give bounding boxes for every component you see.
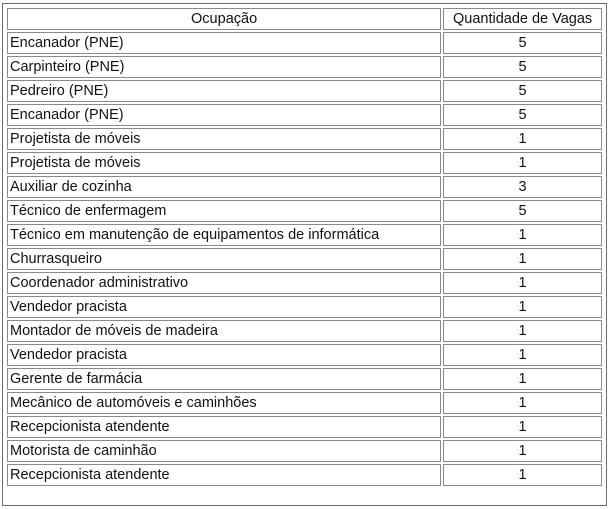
vacancies-count-cell: 5 <box>443 104 602 126</box>
vacancies-count-cell: 1 <box>443 248 602 270</box>
vacancies-count-cell: 1 <box>443 320 602 342</box>
vacancies-count-cell: 1 <box>443 416 602 438</box>
table-row <box>7 200 602 222</box>
occupation-cell: Recepcionista atendente <box>7 464 441 486</box>
occupation-cell: Técnico de enfermagem <box>7 200 441 222</box>
vacancies-count-cell: 1 <box>443 464 602 486</box>
table-row <box>7 392 602 414</box>
occupation-cell: Carpinteiro (PNE) <box>7 56 441 78</box>
vacancies-table-container <box>2 3 607 506</box>
vacancies-count-cell: 1 <box>443 152 602 174</box>
occupation-cell: Motorista de caminhão <box>7 440 441 462</box>
occupation-cell: Projetista de móveis <box>7 152 441 174</box>
table-row <box>7 176 602 198</box>
vacancies-count-cell: 5 <box>443 32 602 54</box>
table-row <box>7 224 602 246</box>
occupation-cell: Pedreiro (PNE) <box>7 80 441 102</box>
header-quantidade-vagas: Quantidade de Vagas <box>443 8 602 30</box>
occupation-cell: Encanador (PNE) <box>7 32 441 54</box>
table-row <box>7 32 602 54</box>
occupation-cell: Vendedor pracista <box>7 344 441 366</box>
vacancies-table <box>5 6 604 488</box>
table-row <box>7 296 602 318</box>
vacancies-count-cell: 1 <box>443 224 602 246</box>
table-row <box>7 344 602 366</box>
occupation-cell: Encanador (PNE) <box>7 104 441 126</box>
occupation-cell: Auxiliar de cozinha <box>7 176 441 198</box>
occupation-cell: Mecânico de automóveis e caminhões <box>7 392 441 414</box>
occupation-cell: Montador de móveis de madeira <box>7 320 441 342</box>
table-header-row <box>7 8 602 30</box>
occupation-cell: Técnico em manutenção de equipamentos de informática <box>7 224 441 246</box>
table-body <box>7 32 602 486</box>
vacancies-count-cell: 5 <box>443 200 602 222</box>
occupation-cell: Recepcionista atendente <box>7 416 441 438</box>
occupation-cell: Coordenador administrativo <box>7 272 441 294</box>
vacancies-count-cell: 1 <box>443 440 602 462</box>
vacancies-count-cell: 1 <box>443 128 602 150</box>
vacancies-count-cell: 5 <box>443 56 602 78</box>
table-row <box>7 272 602 294</box>
vacancies-count-cell: 3 <box>443 176 602 198</box>
table-row <box>7 152 602 174</box>
table-row <box>7 104 602 126</box>
vacancies-count-cell: 1 <box>443 344 602 366</box>
vacancies-count-cell: 1 <box>443 272 602 294</box>
table-row <box>7 440 602 462</box>
occupation-cell: Vendedor pracista <box>7 296 441 318</box>
table-row <box>7 128 602 150</box>
vacancies-count-cell: 1 <box>443 296 602 318</box>
table-row <box>7 56 602 78</box>
table-row <box>7 368 602 390</box>
vacancies-count-cell: 1 <box>443 392 602 414</box>
vacancies-count-cell: 5 <box>443 80 602 102</box>
table-row <box>7 248 602 270</box>
table-row <box>7 80 602 102</box>
table-row <box>7 464 602 486</box>
header-ocupacao: Ocupação <box>7 8 441 30</box>
table-row <box>7 416 602 438</box>
occupation-cell: Projetista de móveis <box>7 128 441 150</box>
vacancies-count-cell: 1 <box>443 368 602 390</box>
table-row <box>7 320 602 342</box>
occupation-cell: Churrasqueiro <box>7 248 441 270</box>
occupation-cell: Gerente de farmácia <box>7 368 441 390</box>
